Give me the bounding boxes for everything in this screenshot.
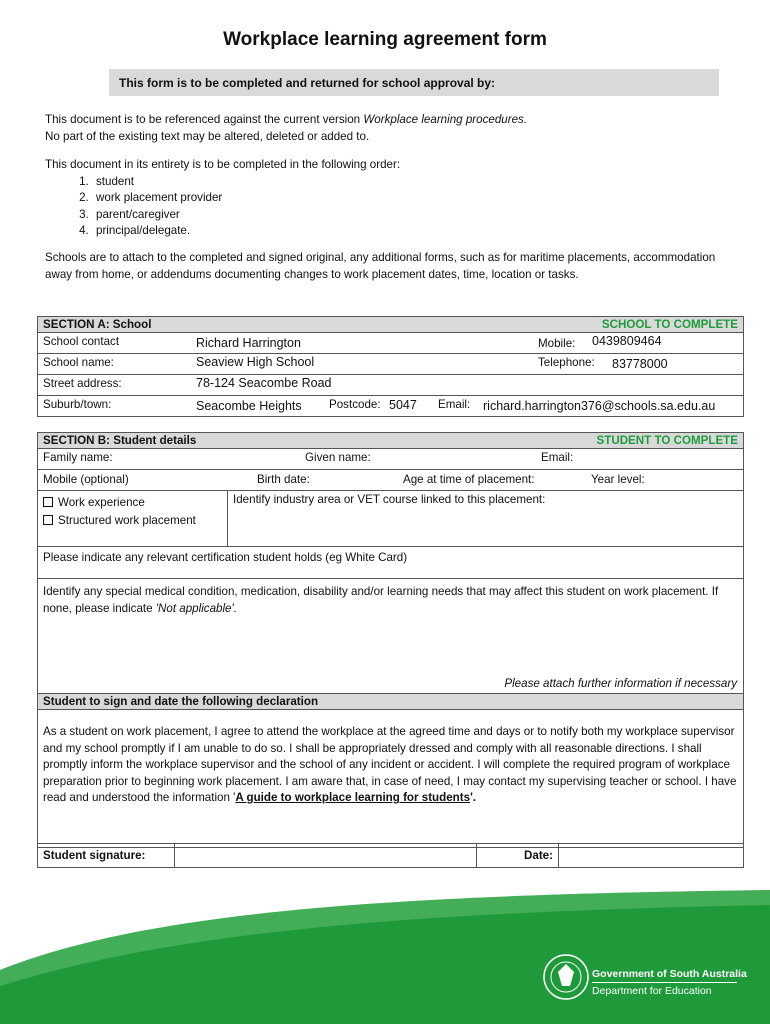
intro-text: This document is to be referenced against the current version (45, 113, 364, 126)
school-mobile-field[interactable]: 0439809464 (592, 334, 662, 348)
page-title: Workplace learning agreement form (223, 29, 547, 50)
signature-field[interactable] (175, 844, 477, 868)
field-label: School name: (43, 356, 114, 369)
student-email-field[interactable]: Email: (541, 451, 574, 464)
school-to-complete-tag: SCHOOL TO COMPLETE (601, 318, 738, 331)
student-guide-link[interactable]: A guide to workplace learning for students (235, 791, 471, 804)
footer-divider (592, 982, 737, 983)
birth-date-field[interactable]: Birth date: (257, 473, 310, 486)
school-email-field[interactable]: richard.harrington376@schools.sa.edu.au (483, 399, 716, 413)
field-label: Please indicate any relevant certification student holds (eg White Card) (43, 551, 408, 564)
not-applicable-hint: 'Not applicable'. (155, 602, 237, 615)
date-field[interactable] (559, 844, 744, 868)
student-to-complete-tag: STUDENT TO COMPLETE (596, 434, 738, 447)
suburb-row (38, 396, 743, 416)
field-label: Identify any special medical condition, medication, disability and/or learning needs that may affect this student on work placement. If none, please indicate (43, 585, 719, 615)
field-label: School contact (43, 335, 120, 348)
age-field[interactable]: Age at time of placement: (403, 473, 535, 486)
declaration-text (38, 710, 744, 848)
list-item: 4. principal/delegate. (92, 223, 735, 240)
declaration-body: As a student on work placement, I agree to attend the workplace at the agreed time and days or to notify both my workplace supervisor and my school promptly if I am unable to do so. I shall be appropriately dressed and comply with all reasonable directions. I shall promptly inform the workplace supervisor and the school of any incident or accident. I will complete the required program of workplace preparation prior to beginning work placement. I am aware that, in case of need, I may contact my supervising teacher or school. I have read and understood the information ' (43, 725, 737, 804)
list-item: 3. parent/caregiver (92, 207, 735, 224)
signature-label: Student signature: (38, 844, 175, 868)
field-label: Telephone: (538, 356, 595, 369)
date-label: Date: (477, 844, 559, 868)
section-b-table (37, 432, 744, 848)
declaration-header: Student to sign and date the following declaration (38, 694, 744, 710)
checkbox-icon[interactable] (43, 515, 53, 525)
government-label: Government of South Australia (592, 968, 747, 980)
school-contact-row (38, 333, 743, 353)
checkbox-icon[interactable] (43, 497, 53, 507)
approval-banner: This form is to be completed and returned for school approval by: (109, 69, 719, 96)
section-heading: SECTION A: School (43, 318, 152, 331)
street-address-row (38, 375, 743, 395)
medical-needs-field[interactable] (38, 579, 744, 694)
list-item: 2. work placement provider (92, 190, 735, 207)
section-a-table (37, 316, 744, 417)
street-address-field[interactable]: 78-124 Seacombe Road (196, 376, 332, 390)
attach-note: Please attach further information if necessary (504, 677, 737, 690)
field-label: Email: (438, 398, 471, 411)
industry-area-field[interactable] (228, 491, 744, 547)
order-heading: This document in its entirety is to be completed in the following order: (45, 158, 401, 171)
footer-banner (0, 890, 770, 1024)
field-label: Postcode: (329, 398, 381, 411)
structured-placement-option[interactable] (43, 512, 222, 530)
year-level-field[interactable]: Year level: (591, 473, 645, 486)
intro-paragraph-3: Schools are to attach to the completed and signed original, any additional forms, such as for maritime placements, accommodation away from home, or addendums documenting changes to work placement dates, time, location or tasks. (45, 251, 716, 281)
family-name-field[interactable]: Family name: (43, 451, 113, 464)
declaration-end: '. (470, 791, 477, 804)
certification-field[interactable] (38, 547, 744, 579)
school-name-field[interactable]: Seaview High School (196, 355, 315, 369)
procedures-reference: Workplace learning procedures. (363, 113, 528, 126)
intro-text: No part of the existing text may be altered, deleted or added to. (45, 129, 370, 143)
section-a-header (38, 317, 744, 333)
section-b-header (38, 433, 744, 449)
field-label: Mobile: (538, 337, 576, 350)
crest-icon (544, 955, 588, 999)
department-label: Department for Education (592, 985, 712, 997)
order-list (92, 174, 735, 240)
school-contact-field[interactable]: Richard Harrington (196, 336, 301, 350)
section-heading: SECTION B: Student details (43, 434, 197, 447)
postcode-field[interactable]: 5047 (389, 398, 417, 412)
work-experience-option[interactable] (43, 494, 222, 512)
student-mobile-field[interactable]: Mobile (optional) (43, 473, 129, 486)
option-label: Structured work placement (58, 514, 196, 527)
student-details-row[interactable] (38, 470, 743, 490)
student-name-row[interactable] (38, 449, 743, 469)
field-label: Street address: (43, 377, 122, 390)
given-name-field[interactable]: Given name: (305, 451, 371, 464)
signature-table (37, 843, 744, 868)
field-label: Identify industry area or VET course linked to this placement: (233, 493, 546, 506)
field-label: Suburb/town: (43, 398, 112, 411)
school-name-row (38, 354, 743, 374)
school-telephone-field[interactable]: 83778000 (612, 357, 668, 371)
intro-order (45, 157, 735, 240)
placement-type-cell (38, 491, 228, 547)
suburb-field[interactable]: Seacombe Heights (196, 399, 302, 413)
option-label: Work experience (58, 496, 145, 509)
intro-paragraph-1 (45, 112, 735, 145)
list-item: 1. student (92, 174, 735, 191)
